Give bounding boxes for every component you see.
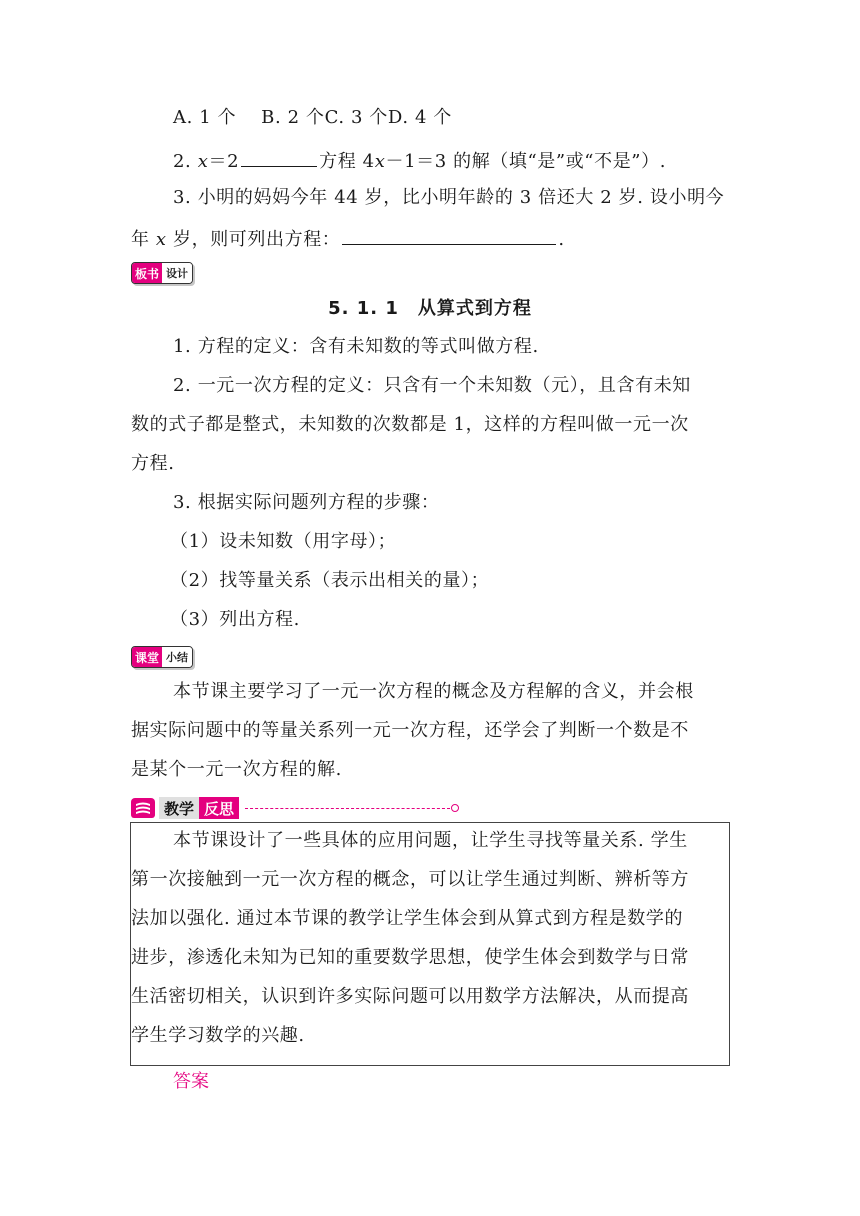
question-2: [173, 148, 666, 173]
board-item-2-line-3: 方程.: [131, 453, 175, 474]
question-3-line-2: [131, 226, 565, 251]
question-2-equation-end: －1＝3 的解（填“是”或“不是”）.: [385, 151, 667, 172]
question-3-variable: x: [155, 229, 167, 250]
reflection-label-a: 教学: [159, 797, 199, 819]
reflection-line-2: 第一次接触到一元一次方程的概念，可以让学生通过判断、辨析等方: [131, 869, 689, 890]
question-2-variable: x: [197, 151, 209, 172]
question-2-answer-blank[interactable]: [241, 148, 317, 167]
question-1-options: A. 1 个 B. 2 个C. 3 个D. 4 个: [173, 107, 452, 128]
reflection-line-6: 学生学习数学的兴趣.: [131, 1025, 305, 1046]
summary-line-3: 是某个一元一次方程的解.: [131, 759, 342, 780]
reflection-line-3: 法加以强化. 通过本节课的教学让学生体会到从算式到方程是数学的: [131, 908, 684, 929]
board-design-tag-a: 板书: [132, 263, 162, 283]
book-stack-icon: [131, 798, 155, 818]
reflection-divider-end: [451, 804, 459, 812]
question-3-end: .: [558, 229, 565, 250]
summary-line-1: 本节课主要学习了一元一次方程的概念及方程解的含义，并会根: [173, 681, 694, 702]
reflection-label: [159, 797, 239, 819]
reflection-line-4: 进步，渗透化未知为已知的重要数学思想，使学生体会到数学与日常: [131, 947, 689, 968]
question-2-equation-variable: x: [374, 151, 386, 172]
board-item-2-line-2: 数的式子都是整式，未知数的次数都是 1，这样的方程叫做一元一次: [131, 414, 689, 435]
question-2-number: 2.: [173, 151, 198, 172]
board-step-1: （1）设未知数（用字母）；: [170, 531, 397, 552]
question-3-instruction: 岁，则可列出方程：: [166, 229, 341, 250]
question-2-value: ＝2: [208, 151, 240, 172]
board-item-3: 3. 根据实际问题列方程的步骤：: [173, 492, 440, 513]
board-design-tag-b: 设计: [162, 263, 192, 283]
reflection-line-1: 本节课设计了一些具体的应用问题，让学生寻找等量关系. 学生: [173, 830, 688, 851]
reflection-line-5: 生活密切相关，认识到许多实际问题可以用数学方法解决，从而提高: [131, 986, 689, 1007]
board-item-1: 1. 方程的定义：含有未知数的等式叫做方程.: [173, 336, 539, 357]
question-3-line-1: 3. 小明的妈妈今年 44 岁，比小明年龄的 3 倍还大 2 岁. 设小明今: [173, 187, 725, 208]
question-3-prefix: 年: [131, 229, 156, 250]
board-design-tag: [131, 262, 193, 284]
question-2-equation-start: 方程 4: [319, 151, 375, 172]
reflection-label-b: 反思: [199, 797, 239, 819]
question-3-answer-blank[interactable]: [342, 226, 556, 245]
board-item-2-line-1: 2. 一元一次方程的定义：只含有一个未知数（元），且含有未知: [173, 375, 691, 396]
summary-tag: [131, 646, 193, 668]
answer-link[interactable]: 答案: [173, 1071, 209, 1092]
section-title: 5. 1. 1 从算式到方程: [328, 298, 532, 319]
board-step-2: （2）找等量关系（表示出相关的量）；: [170, 570, 490, 591]
reflection-header: [131, 796, 459, 820]
reflection-divider: [245, 808, 450, 809]
board-step-3: （3）列出方程.: [170, 609, 300, 630]
summary-tag-a: 课堂: [132, 647, 162, 667]
summary-line-2: 据实际问题中的等量关系列一元一次方程，还学会了判断一个数是不: [131, 720, 689, 741]
summary-tag-b: 小结: [162, 647, 192, 667]
